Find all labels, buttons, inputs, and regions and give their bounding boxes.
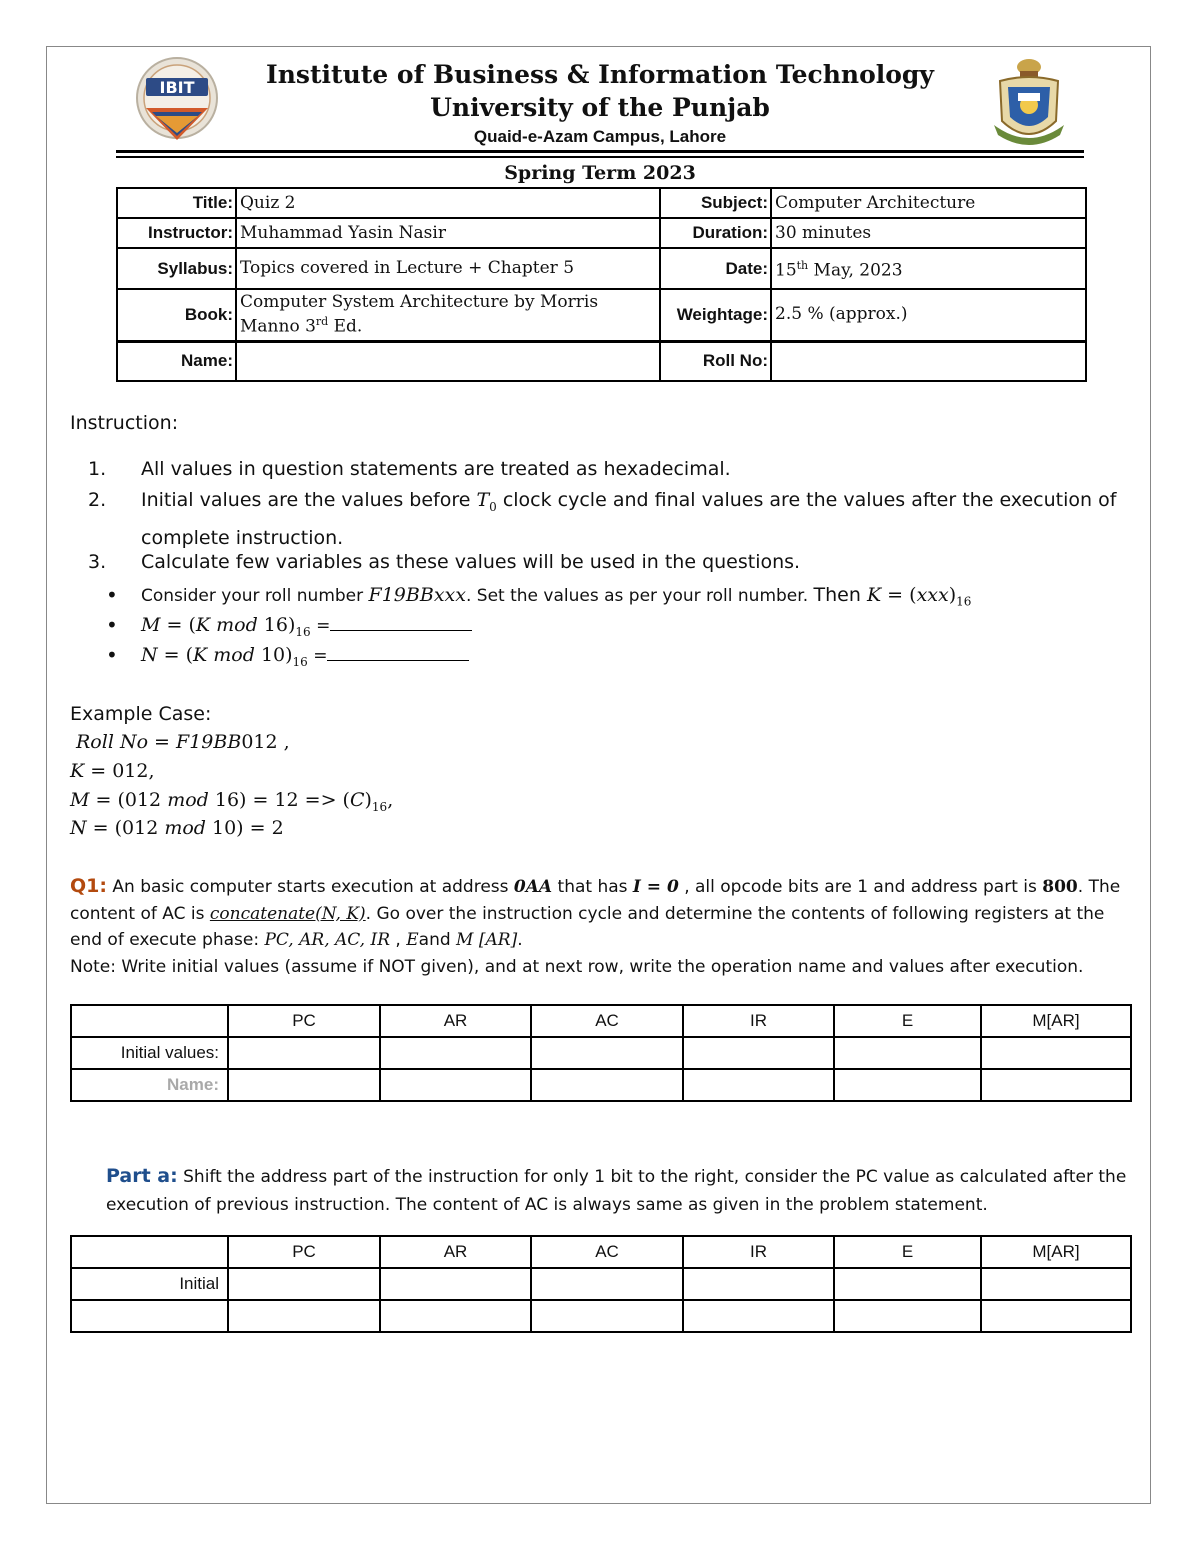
header-ir: IR (683, 1005, 834, 1037)
q1-text-4: . The content of AC is (70, 877, 1121, 924)
bullet-dot: • (106, 643, 118, 667)
header-e: E (834, 1236, 981, 1268)
example-n-mod: mod (164, 817, 206, 839)
cell-pc-initial[interactable] (228, 1037, 380, 1069)
k-symbol: K (866, 584, 882, 606)
example-n-a: = (012 (86, 817, 165, 839)
m-symbol: M (141, 614, 161, 636)
name-field[interactable] (236, 341, 660, 381)
q1-text-3: , all opcode bits are 1 and address part is (678, 877, 1043, 897)
example-roll-eq: = (148, 731, 177, 753)
example-m-end: , (387, 789, 394, 811)
instruction-item-3-number: 3. (88, 551, 107, 573)
roll-pattern: F19BBxxx (368, 584, 466, 606)
cell-mar-initial[interactable] (981, 1268, 1131, 1300)
book-value-line3: Ed. (328, 316, 363, 337)
title-label: Title: (117, 188, 236, 218)
n-answer-blank[interactable] (327, 644, 469, 661)
bullet-1-subscript: 16 (956, 594, 972, 609)
n-eq2: = (307, 646, 328, 666)
cell-ar-initial[interactable] (380, 1037, 531, 1069)
cell-mar-final[interactable] (981, 1300, 1131, 1332)
n-mod: mod (207, 644, 261, 666)
instruction-item-2-number: 2. (88, 489, 107, 511)
m-num: 16) (263, 614, 296, 636)
book-sup: rd (315, 314, 329, 328)
register-table-part-a-header (71, 1236, 1131, 1268)
date-value (771, 248, 1086, 289)
university-name: University of the Punjab (430, 93, 770, 122)
header-ac: AC (531, 1236, 683, 1268)
part-a-text: Shift the address part of the instruction for only 1 bit to the right, consider the PC value as calculated after the execution of previous instruction. The content of AC is always same as given in the problem statement. (106, 1167, 1127, 1215)
q1-note: Note: Write initial values (assume if NOT given), and at next row, write the operation name and values after execution. (70, 956, 1084, 977)
bullet-1-eq: = ( (881, 584, 917, 606)
term-title: Spring Term 2023 (504, 162, 696, 184)
cell-ac-final[interactable] (531, 1069, 683, 1101)
example-k-rest: = 012, (84, 760, 155, 782)
date-label: Date: (660, 248, 771, 289)
example-roll-num: 012 (241, 731, 278, 753)
example-roll-end: , (277, 731, 290, 753)
example-m-c: C (349, 789, 365, 811)
weightage-value: 2.5 % (approx.) (771, 289, 1086, 341)
cell-e-initial[interactable] (834, 1268, 981, 1300)
cell-pc-final[interactable] (228, 1300, 380, 1332)
q1-text-6: , (390, 930, 407, 950)
table-row (71, 1300, 1131, 1332)
instruction-item-2-text-b: clock cycle and final values are the values after the execution of complete instruction. (141, 489, 1117, 549)
weightage-label: Weightage: (660, 289, 771, 341)
n-eq: = ( (157, 644, 194, 666)
example-k-lhs: K (70, 760, 85, 782)
register-table-q1 (70, 1004, 1132, 1102)
cell-mar-final[interactable] (981, 1069, 1131, 1101)
duration-label: Duration: (660, 218, 771, 248)
table-row (71, 1268, 1131, 1300)
example-roll-no (76, 728, 290, 757)
instruction-item-2-text-a: Initial values are the values before (141, 489, 477, 511)
header-pc: PC (228, 1005, 380, 1037)
bullet-dot: • (106, 613, 118, 637)
cell-ac-initial[interactable] (531, 1268, 683, 1300)
example-heading: Example Case: (70, 703, 212, 725)
q1-text-5: . Go over the instruction cycle and determine the contents of following registers at the end of execute phase: (70, 903, 1105, 950)
table-row (71, 1069, 1131, 1101)
cell-ac-final[interactable] (531, 1300, 683, 1332)
example-n-lhs: N (70, 817, 87, 839)
example-roll-value: F19BB (176, 731, 242, 753)
part-a-label: Part a: (106, 1165, 178, 1187)
cell-ir-final[interactable] (683, 1300, 834, 1332)
cell-e-final[interactable] (834, 1300, 981, 1332)
q1-registers: PC, AR, AC, IR (264, 930, 391, 950)
m-k-symbol: K (195, 614, 211, 636)
n-k-symbol: K (193, 644, 208, 666)
row-label-initial-values: Initial values: (71, 1037, 228, 1069)
m-mod: mod (210, 614, 264, 636)
date-rest: May, 2023 (808, 260, 903, 281)
cell-mar-initial[interactable] (981, 1037, 1131, 1069)
q1-address-part: 800 (1042, 877, 1078, 897)
header-m-ar: M[AR] (981, 1005, 1131, 1037)
m-eq: = ( (160, 614, 196, 636)
bullet-dot: • (106, 583, 118, 607)
duration-value: 30 minutes (771, 218, 1086, 248)
example-m-d: ) (364, 789, 372, 811)
example-m-b: 16) = 12 => ( (208, 789, 350, 811)
name-label: Name: (117, 341, 236, 381)
book-label: Book: (117, 289, 236, 341)
register-table-part-a (70, 1235, 1132, 1333)
bullet-1-text-a: Consider your roll number (141, 586, 369, 606)
date-day: 15 (775, 260, 797, 281)
cell-pc-initial[interactable] (228, 1268, 380, 1300)
cell-ar-initial[interactable] (380, 1268, 531, 1300)
instruction-item-3-text: Calculate few variables as these values will be used in the questions. (141, 551, 801, 573)
q1-i-equals: I = 0 (632, 877, 679, 897)
roll-no-label: Roll No: (660, 341, 771, 381)
campus-name: Quaid-e-Azam Campus, Lahore (473, 127, 727, 146)
q1-concatenate: concatenate(N, K) (209, 903, 366, 924)
instruction-item-2-text (141, 485, 1141, 554)
q1-text-8: . (517, 930, 523, 950)
n-num: 10) (260, 644, 293, 666)
instructor-label: Instructor: (117, 218, 236, 248)
t0-subscript: 0 (489, 499, 497, 514)
q1-text-1: An basic computer starts execution at address (106, 877, 514, 897)
subject-label: Subject: (660, 188, 771, 218)
q1-e-register: E (406, 930, 419, 950)
cell-e-initial[interactable] (834, 1037, 981, 1069)
syllabus-label: Syllabus: (117, 248, 236, 289)
q1-address: 0AA (513, 877, 553, 897)
date-suffix: th (796, 259, 809, 273)
part-a (106, 1162, 1136, 1219)
institute-name: Institute of Business & Information Technology (266, 60, 934, 89)
q1-text-2: that has (552, 877, 633, 897)
m-subscript: 16 (295, 624, 311, 639)
register-table-q1-header (71, 1005, 1131, 1037)
header-blank (71, 1005, 228, 1037)
book-value-line2: Manno 3 (240, 316, 316, 337)
header-ir: IR (683, 1236, 834, 1268)
instruction-heading: Instruction: (70, 412, 179, 434)
instruction-item-1 (88, 454, 1138, 485)
syllabus-value: Topics covered in Lecture + Chapter 5 (236, 248, 660, 289)
cell-ar-final[interactable] (380, 1300, 531, 1332)
instructor-value: Muhammad Yasin Nasir (236, 218, 660, 248)
subject-value: Computer Architecture (771, 188, 1086, 218)
row-label-initial: Initial (71, 1268, 228, 1300)
instruction-item-1-number: 1. (88, 458, 107, 480)
example-n (70, 814, 284, 843)
instruction-item-3 (88, 547, 1138, 578)
header-m-ar: M[AR] (981, 1236, 1131, 1268)
m-answer-blank[interactable] (330, 614, 472, 631)
table-row (71, 1037, 1131, 1069)
header-blank (71, 1236, 228, 1268)
header-ac: AC (531, 1005, 683, 1037)
question-1-label: Q1: (70, 875, 107, 897)
header-ar: AR (380, 1005, 531, 1037)
bullet-1-text-b: . Set the values as per your roll number. (465, 586, 814, 606)
xxx-symbol: xxx (916, 584, 949, 606)
row-label-final (71, 1300, 228, 1332)
instruction-item-1-text: All values in question statements are treated as hexadecimal. (141, 458, 731, 480)
bullet-1-close: ) (948, 584, 957, 606)
bullet-1-then: Then (813, 584, 867, 606)
example-m-lhs: M (70, 789, 90, 811)
row-label-name: Name: (71, 1069, 228, 1101)
cell-ir-final[interactable] (683, 1069, 834, 1101)
example-roll-lhs: Roll No (76, 731, 149, 753)
cell-pc-final[interactable] (228, 1069, 380, 1101)
m-eq2: = (310, 616, 331, 636)
n-subscript: 16 (292, 654, 308, 669)
n-symbol: N (141, 644, 158, 666)
book-value (236, 289, 660, 341)
ibit-logo-text: IBIT (159, 78, 195, 97)
header-divider-top (116, 150, 1084, 153)
header-divider-bottom (116, 156, 1084, 158)
title-value: Quiz 2 (236, 188, 660, 218)
q1-text-7: and (418, 930, 457, 950)
cell-ac-initial[interactable] (531, 1037, 683, 1069)
book-value-line1: Computer System Architecture by Morris (240, 291, 599, 312)
instruction-item-2 (88, 485, 1138, 547)
cell-ir-initial[interactable] (683, 1268, 834, 1300)
example-m-subscript: 16 (371, 799, 388, 814)
header-pc: PC (228, 1236, 380, 1268)
example-k (70, 757, 155, 786)
question-1 (70, 873, 1135, 980)
t0-symbol: T (476, 489, 490, 511)
example-m-a: = (012 (89, 789, 168, 811)
example-n-b: 10) = 2 (205, 817, 284, 839)
cell-e-final[interactable] (834, 1069, 981, 1101)
cell-ir-initial[interactable] (683, 1037, 834, 1069)
quiz-info-table (116, 187, 1087, 382)
header-ar: AR (380, 1236, 531, 1268)
example-m-mod: mod (167, 789, 209, 811)
q1-memory-ar: M [AR] (456, 930, 518, 950)
cell-ar-final[interactable] (380, 1069, 531, 1101)
header-e: E (834, 1005, 981, 1037)
roll-no-field[interactable] (771, 341, 1086, 381)
